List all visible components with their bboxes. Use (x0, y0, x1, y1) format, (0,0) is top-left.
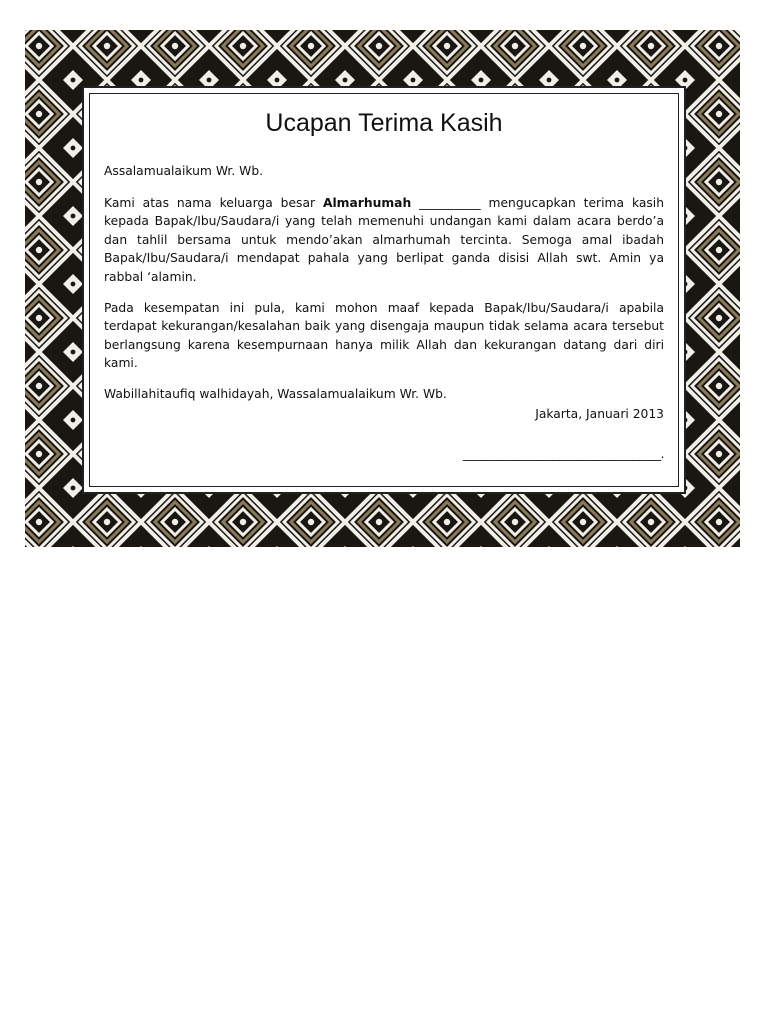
greeting-text: Assalamualaikum Wr. Wb. (104, 164, 264, 178)
thank-you-card-panel (82, 86, 686, 494)
card-inner-frame (89, 93, 679, 487)
paragraph-thanks-rest: __________ mengucapkan terima kasih kepada Bapak/Ibu/Saudara/i yang telah memenuhi undangan kami dalam acara berdo’a dan tahlil bersama untuk mendo’akan almarhumah tercinta. Semoga amal ibadah Bapak/Ibu/Saudara/i mendapat pahala yang berlipat ganda disisi Allah swt. Amin ya rabbal ‘alamin. (104, 195, 664, 284)
card-title: Ucapan Terima Kasih (265, 109, 503, 137)
signature-line: ___________________________________. (462, 447, 664, 462)
paragraph-thanks-start: Kami atas nama keluarga besar (104, 195, 323, 210)
paragraph-apology: Pada kesempatan ini pula, kami mohon maaf kepada Bapak/Ibu/Saudara/i apabila terdapat kekurangan/kesalahan baik yang disengaja maupun tidak selama acara tersebut berlangsung karena kesempurnaan hanya milik Allah dan kekurangan datang dari diri kami. (104, 300, 664, 371)
letter-body (104, 162, 664, 464)
place-date: Jakarta, Januari 2013 (535, 406, 664, 421)
paragraph-thanks (104, 194, 664, 287)
deceased-label: Almarhumah (322, 195, 412, 210)
closing-text: Wabillahitaufiq walhidayah, Wassalamualaikum Wr. Wb. (104, 386, 447, 401)
